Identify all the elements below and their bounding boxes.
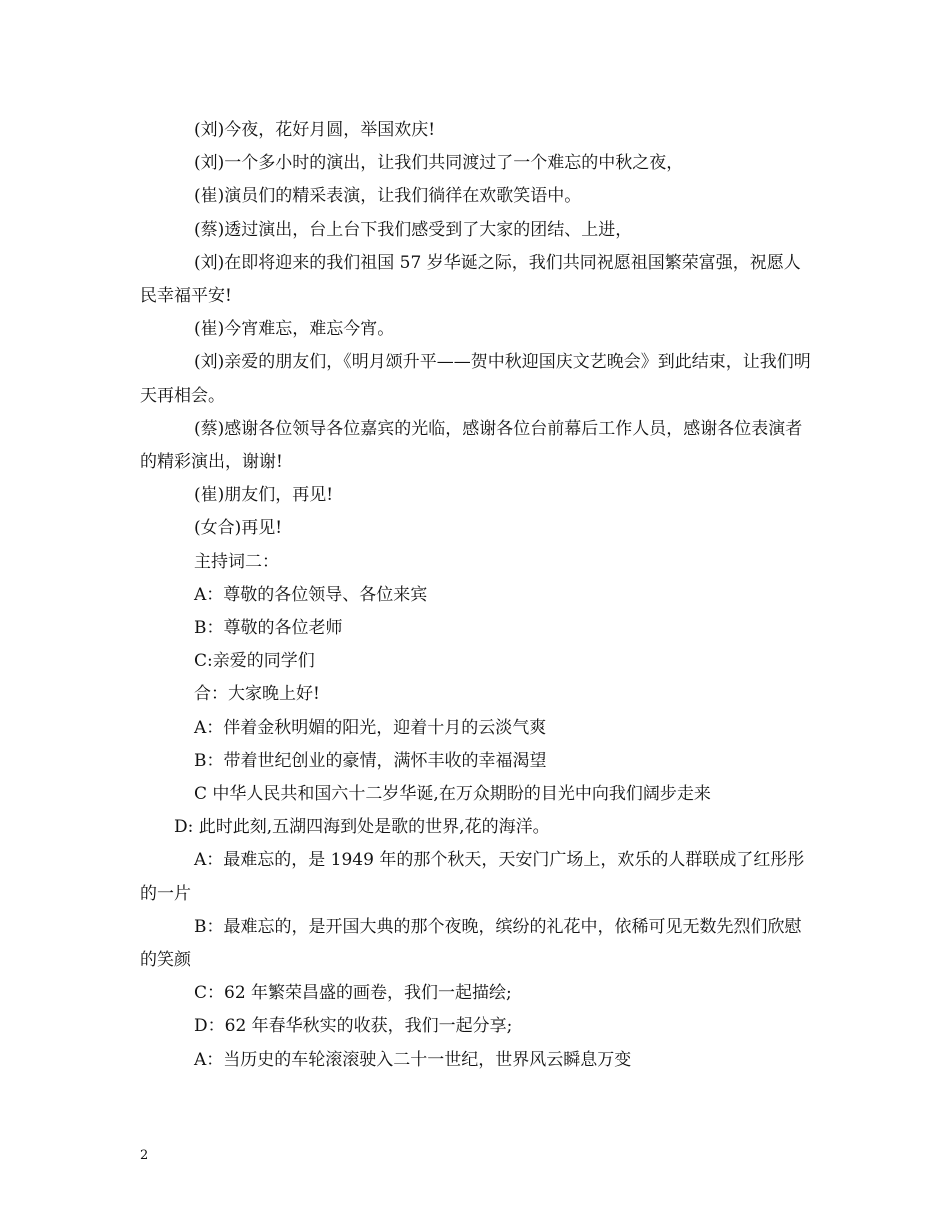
paragraph: (崔)朋友们，再见! xyxy=(194,485,334,506)
paragraph: A：尊敬的各位领导、各位来宾 xyxy=(194,584,428,605)
paragraph: A：最难忘的，是 1949 年的那个秋天，天安门广场上，欢乐的人群联成了红彤彤的一片 xyxy=(140,850,805,904)
paragraph: (刘)在即将迎来的我们祖国 57 岁华诞之际，我们共同祝愿祖国繁荣富强，祝愿人民幸福平安! xyxy=(140,252,801,307)
paragraph: C：62 年繁荣昌盛的画卷，我们一起描绘; xyxy=(194,983,512,1004)
paragraph: A：伴着金秋明媚的阳光，迎着十月的云淡气爽 xyxy=(194,717,547,738)
paragraph: D：62 年春华秋实的收获，我们一起分享; xyxy=(194,1016,513,1037)
paragraph: B：最难忘的，是开国大典的那个夜晚，缤纷的礼花中，依稀可见无数先烈们欣慰的笑颜 xyxy=(140,916,802,971)
paragraph: D: 此时此刻,五湖四海到处是歌的世界,花的海洋。 xyxy=(174,817,550,838)
paragraph: (刘)今夜，花好月圆，举国欢庆! xyxy=(194,120,436,140)
paragraph: 合：大家晚上好! xyxy=(194,684,320,705)
paragraph: 主持词二： xyxy=(194,551,279,572)
paragraph: (蔡)透过演出，台上台下我们感受到了大家的团结、上进， xyxy=(194,219,633,240)
paragraph: C:亲爱的同学们 xyxy=(194,651,315,672)
paragraph: C 中华人民共和国六十二岁华诞,在万众期盼的目光中向我们阔步走来 xyxy=(194,784,711,805)
page-number: 2 xyxy=(140,1148,149,1163)
paragraph: (刘)亲爱的朋友们，《明月颂升平——贺中秋迎国庆文艺晚会》到此结束，让我们明天再相会。 xyxy=(140,352,811,406)
paragraph: A：当历史的车轮滚滚驶入二十一世纪，世界风云瞬息万变 xyxy=(194,1049,632,1070)
document-body xyxy=(140,114,812,1077)
paragraph: (蔡)感谢各位领导各位嘉宾的光临，感谢各位台前幕后工作人员，感谢各位表演者的精彩演出，谢谢! xyxy=(140,418,803,473)
paragraph: (刘)一个多小时的演出，让我们共同渡过了一个难忘的中秋之夜， xyxy=(194,153,684,174)
paragraph: (崔)演员们的精采表演，让我们徜徉在欢歌笑语中。 xyxy=(194,186,582,207)
paragraph: (崔)今宵难忘，难忘今宵。 xyxy=(194,319,395,340)
paragraph: B：尊敬的各位老师 xyxy=(194,618,343,639)
paragraph: B：带着世纪创业的豪情，满怀丰收的幸福渴望 xyxy=(194,750,547,771)
paragraph: (女合)再见! xyxy=(194,518,283,539)
